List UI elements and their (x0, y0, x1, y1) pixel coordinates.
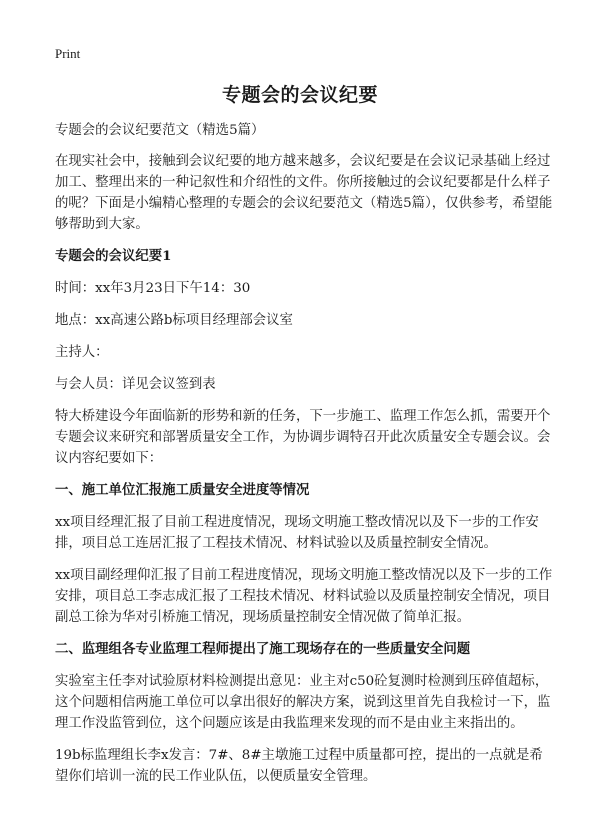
document-subtitle: 专题会的会议纪要范文（精选5篇） (55, 123, 265, 138)
meeting-place: 地点：xx高速公路b标项目经理部会议室 (55, 313, 293, 328)
intro-paragraph: 在现实社会中，接触到会议纪要的地方越来越多，会议纪要是在会议记录基础上经过加工、整理出来的一种记叙性和介绍性的文件。你所接触过的会议纪要都是什么样子的呢？下面是小编精心整理的专题会的会议纪要范文（精选5篇），仅供参考，希望能够帮助到大家。 (55, 154, 553, 232)
part1-paragraph-2: xx项目副经理仰汇报了目前工程进度情况，现场文明施工整改情况以及下一步的工作安排，项目总工李志成汇报了工程技术情况、材料试验以及质量控制安全情况，项目副总工徐为华对引桥施工情况，现场质量控制安全情况做了简单汇报。 (55, 568, 553, 625)
part2-paragraph-2: 19b标监理组长李x发言：7#、8#主墩施工过程中质量都可控，提出的一点就是希望你们培训一流的民工作业队伍，以便质量安全管理。 (55, 748, 543, 784)
part2-heading: 二、监理组各专业监理工程师提出了施工现场存在的一些质量安全问题 (55, 641, 471, 657)
section-heading: 专题会的会议纪要1 (55, 248, 172, 264)
meeting-attendees: 与会人员：详见会议签到表 (55, 377, 216, 392)
background-paragraph: 特大桥建设今年面临新的形势和新的任务，下一步施工、监理工作怎么抓，需要开个专题会议来研究和部署质量安全工作，为协调步调特召开此次质量安全专题会议。会议内容纪要如下： (55, 409, 551, 466)
document-body (55, 120, 555, 798)
page-title: 专题会的会议纪要 (221, 84, 378, 106)
part2-paragraph-1: 实验室主任李对试验原材料检测提出意见：业主对c50砼复测时检测到压碎值超标，这个问题相信两施工单位可以拿出很好的解决方案，说到这里首先自我检讨一下，监理工作没监管到位，这个问题应该是由我监理来发现的而不是由业主来指出的。 (55, 674, 551, 731)
meeting-host: 主持人： (55, 345, 109, 360)
print-link[interactable]: Print (55, 46, 81, 61)
part1-paragraph-1: xx项目经理汇报了目前工程进度情况，现场文明施工整改情况以及下一步的工作安排，项目总工连居汇报了工程技术情况、材料试验以及质量控制安全情况。 (55, 515, 539, 551)
meeting-time: 时间：xx年3月23日下午14：30 (55, 281, 251, 296)
part1-heading: 一、施工单位汇报施工质量安全进度等情况 (55, 482, 310, 498)
